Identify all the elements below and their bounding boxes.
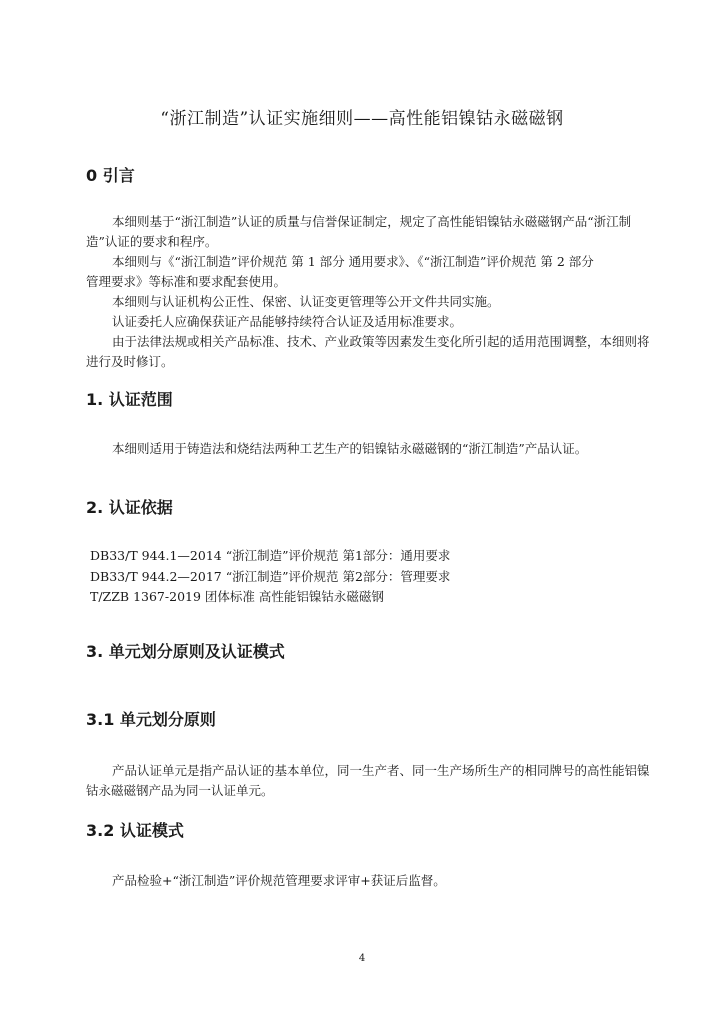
intro-line: 本细则基于“浙江制造”认证的质量与信誉保证制定，规定了高性能铝镍钴永磁磁钢产品“浙江制 <box>112 214 632 229</box>
intro-paragraph <box>86 212 650 372</box>
intro-line: 本细则与认证机构公正性、保密、认证变更管理等公开文件共同实施。 <box>112 294 500 309</box>
scope-text: 本细则适用于铸造法和烧结法两种工艺生产的铝镍钴永磁磁钢的“浙江制造”产品认证。 <box>112 441 588 456</box>
section-heading-basis: 2. 认证依据 <box>86 498 173 517</box>
intro-line: 认证委托人应确保获证产品能够持续符合认证及适用标准要求。 <box>112 314 463 329</box>
section-heading-scope: 1. 认证范围 <box>86 390 173 409</box>
intro-line: 造”认证的要求和程序。 <box>86 234 218 249</box>
cert-mode-paragraph <box>86 871 638 891</box>
section-heading-unit-mode: 3. 单元划分原则及认证模式 <box>86 642 285 661</box>
section-heading-unit-principle: 3.1 单元划分原则 <box>86 710 216 729</box>
reference-standard: DB33/T 944.2—2017 “浙江制造”评价规范 第2部分：管理要求 <box>90 569 451 584</box>
unit-principle-paragraph <box>86 761 650 801</box>
intro-line: 由于法律法规或相关产品标准、技术、产业政策等因素发生变化所引起的适用范围调整，本细则将 <box>112 334 650 349</box>
cert-mode-text: 产品检验+“浙江制造”评价规范管理要求评审+获证后监督。 <box>112 873 446 888</box>
intro-line: 管理要求》等标准和要求配套使用。 <box>86 274 287 289</box>
section-heading-intro: 0 引言 <box>86 166 135 185</box>
scope-paragraph <box>86 439 638 459</box>
reference-standard: DB33/T 944.1—2014 “浙江制造”评价规范 第1部分：通用要求 <box>90 548 451 563</box>
intro-line: 进行及时修订。 <box>86 354 174 369</box>
section-heading-cert-mode: 3.2 认证模式 <box>86 821 184 840</box>
intro-line: 本细则与《“浙江制造”评价规范 第 1 部分 通用要求》、《“浙江制造”评价规范 第 2 部分 <box>112 254 594 269</box>
unit-principle-line: 产品认证单元是指产品认证的基本单位，同一生产者、同一生产场所生产的相同牌号的高性能铝镍 <box>112 763 650 778</box>
reference-standard: T/ZZB 1367-2019 团体标准 高性能铝镍钴永磁磁钢 <box>90 589 384 604</box>
page-number: 4 <box>358 953 366 964</box>
document-title: “浙江制造”认证实施细则——高性能铝镍钴永磁磁钢 <box>160 109 564 129</box>
unit-principle-line: 钴永磁磁钢产品为同一认证单元。 <box>86 783 274 798</box>
